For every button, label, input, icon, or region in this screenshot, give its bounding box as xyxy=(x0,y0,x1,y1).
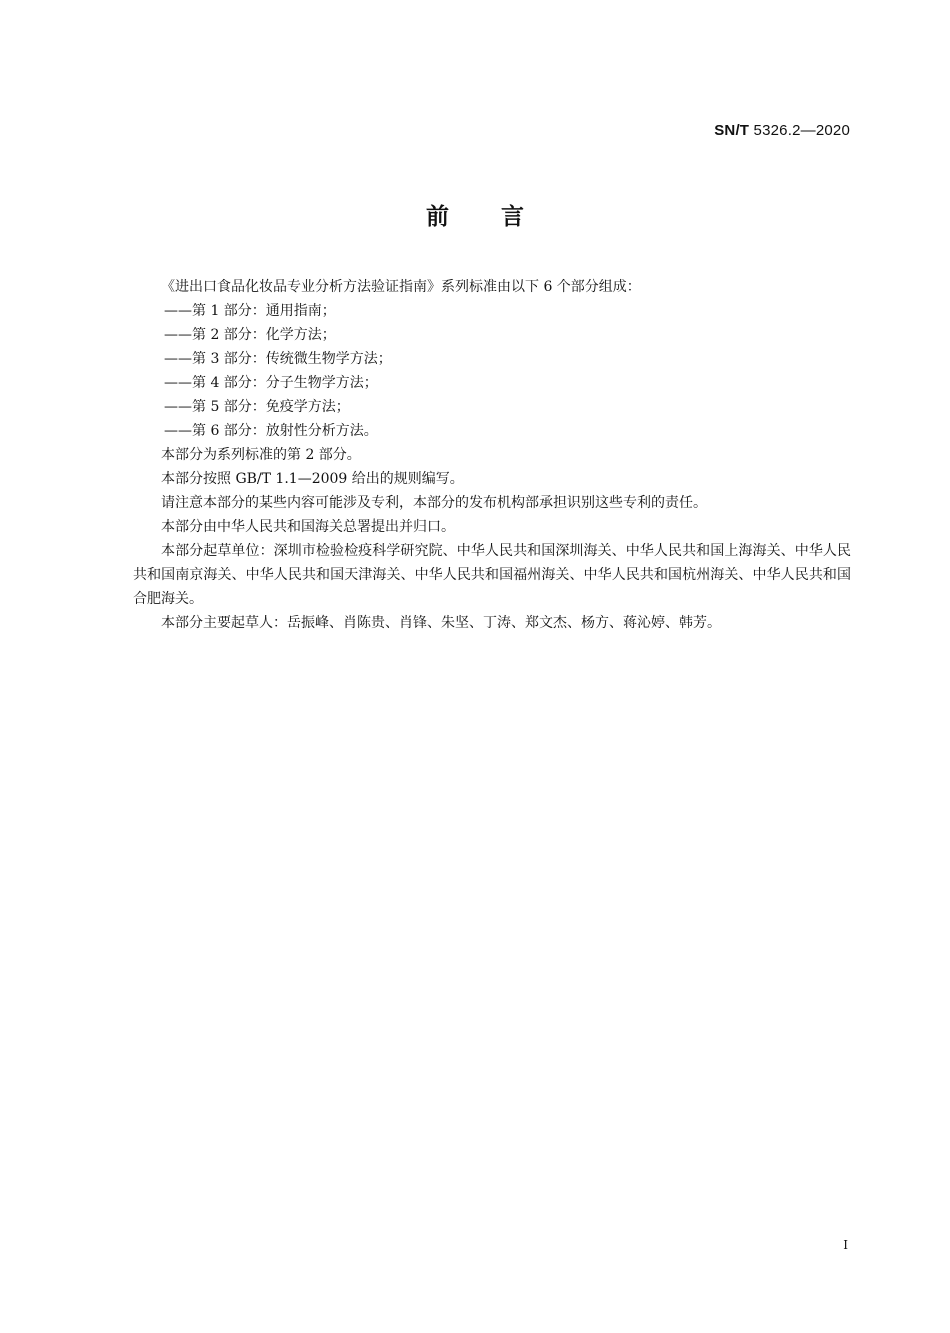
page-number: I xyxy=(843,1238,848,1252)
list-item: ——第 1 部分：通用指南； xyxy=(164,303,336,319)
list-item: ——第 4 部分：分子生物学方法； xyxy=(164,375,378,391)
foreword-body xyxy=(133,275,851,635)
standard-prefix: SN/T xyxy=(714,122,750,139)
body-paragraph: 本部分由中华人民共和国海关总署提出并归口。 xyxy=(161,519,455,535)
list-item: ——第 2 部分：化学方法； xyxy=(164,327,336,343)
body-paragraph: 请注意本部分的某些内容可能涉及专利，本部分的发布机构部承担识别这些专利的责任。 xyxy=(161,495,707,511)
standard-code: 5326.2—2020 xyxy=(753,122,850,139)
intro-paragraph: 《进出口食品化妆品专业分析方法验证指南》系列标准由以下 6 个部分组成： xyxy=(161,279,641,295)
drafting-units-paragraph: 本部分起草单位：深圳市检验检疫科学研究院、中华人民共和国深圳海关、中华人民共和国上海海关、中华人民共和国南京海关、中华人民共和国天津海关、中华人民共和国福州海关、中华人民共和国杭州海关、中华人民共和国合肥海关。 xyxy=(133,543,851,607)
list-item: ——第 6 部分：放射性分析方法。 xyxy=(164,423,378,439)
list-item: ——第 5 部分：免疫学方法； xyxy=(164,399,350,415)
list-item: ——第 3 部分：传统微生物学方法； xyxy=(164,351,392,367)
body-paragraph: 本部分按照 GB/T 1.1—2009 给出的规则编写。 xyxy=(161,471,464,487)
body-paragraph: 本部分为系列标准的第 2 部分。 xyxy=(161,447,361,463)
drafters-paragraph: 本部分主要起草人：岳振峰、肖陈贵、肖锋、朱坚、丁涛、郑文杰、杨方、蒋沁婷、韩芳。 xyxy=(161,615,721,631)
page-title: 前言 xyxy=(426,204,576,230)
standard-number xyxy=(714,122,850,139)
parts-list xyxy=(133,299,851,443)
